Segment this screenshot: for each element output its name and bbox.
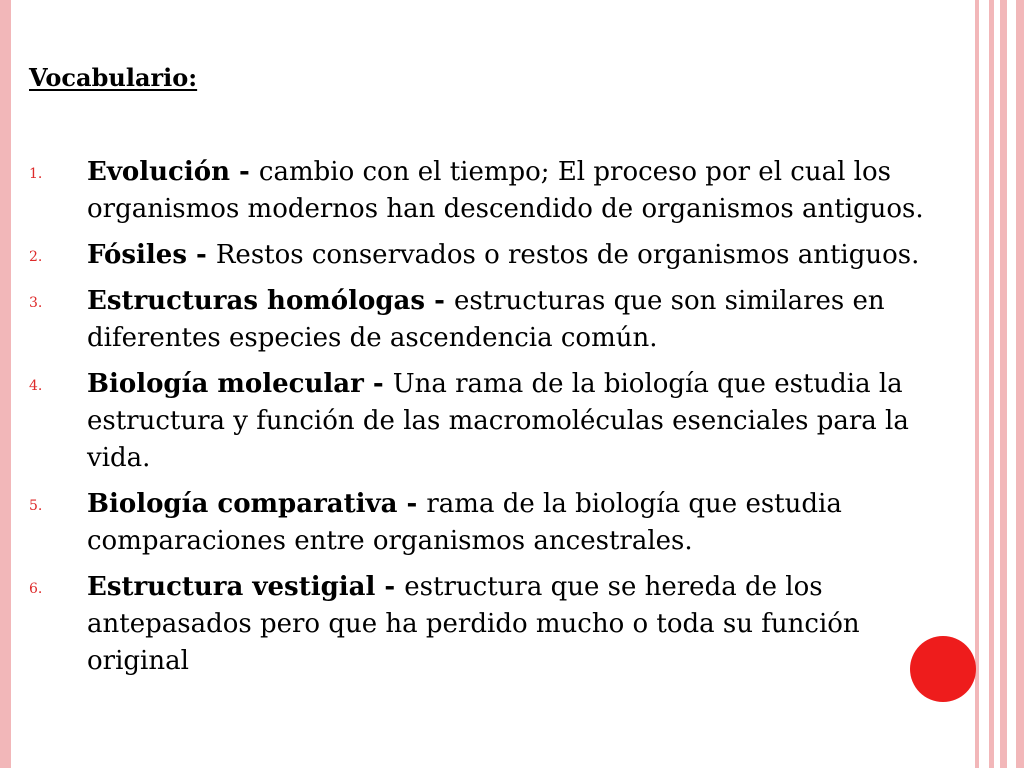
item-term: Estructura vestigial	[87, 572, 376, 602]
item-definition: Una rama de la biología que estudia la estructura y función de las macromoléculas esenciales para la vida.	[87, 369, 909, 473]
list-item	[29, 283, 929, 357]
list-item	[29, 237, 929, 274]
vocabulary-list	[29, 154, 929, 680]
item-term: Estructuras homólogas	[87, 286, 426, 316]
item-definition: estructura que se hereda de los antepasados pero que ha perdido mucho o toda su función original	[87, 572, 860, 676]
item-term: Biología molecular	[87, 369, 364, 399]
left-decorative-stripe	[0, 0, 11, 768]
item-separator: -	[375, 572, 405, 602]
item-separator: -	[397, 489, 427, 519]
item-definition: Restos conservados o restos de organismos antiguos.	[215, 240, 920, 270]
right-decorative-stripe	[1000, 0, 1007, 768]
item-number: 3.	[29, 295, 43, 311]
list-item	[29, 154, 929, 228]
slide-heading: Vocabulario:	[29, 63, 198, 92]
right-decorative-stripe	[975, 0, 979, 768]
item-separator: -	[363, 369, 393, 399]
item-definition: estructuras que son similares en diferentes especies de ascendencia común.	[87, 286, 885, 353]
item-definition: rama de la biología que estudia comparaciones entre organismos ancestrales.	[87, 489, 842, 556]
slide-content	[29, 58, 929, 689]
list-item	[29, 569, 929, 680]
item-definition: cambio con el tiempo; El proceso por el cual los organismos modernos han descendido de organismos antiguos.	[87, 157, 924, 224]
item-number: 1.	[29, 166, 43, 182]
item-separator: -	[425, 286, 454, 316]
list-item	[29, 486, 929, 560]
item-separator: -	[186, 240, 216, 270]
item-number: 5.	[29, 498, 43, 514]
item-term: Evolución	[87, 157, 230, 187]
right-decorative-stripe	[989, 0, 994, 768]
item-separator: -	[230, 157, 259, 187]
item-term: Biología comparativa	[87, 489, 398, 519]
item-number: 4.	[29, 378, 43, 394]
list-item	[29, 366, 929, 477]
item-number: 2.	[29, 249, 43, 265]
right-decorative-stripe	[1016, 0, 1024, 768]
item-number: 6.	[29, 581, 43, 597]
item-term: Fósiles	[87, 240, 187, 270]
